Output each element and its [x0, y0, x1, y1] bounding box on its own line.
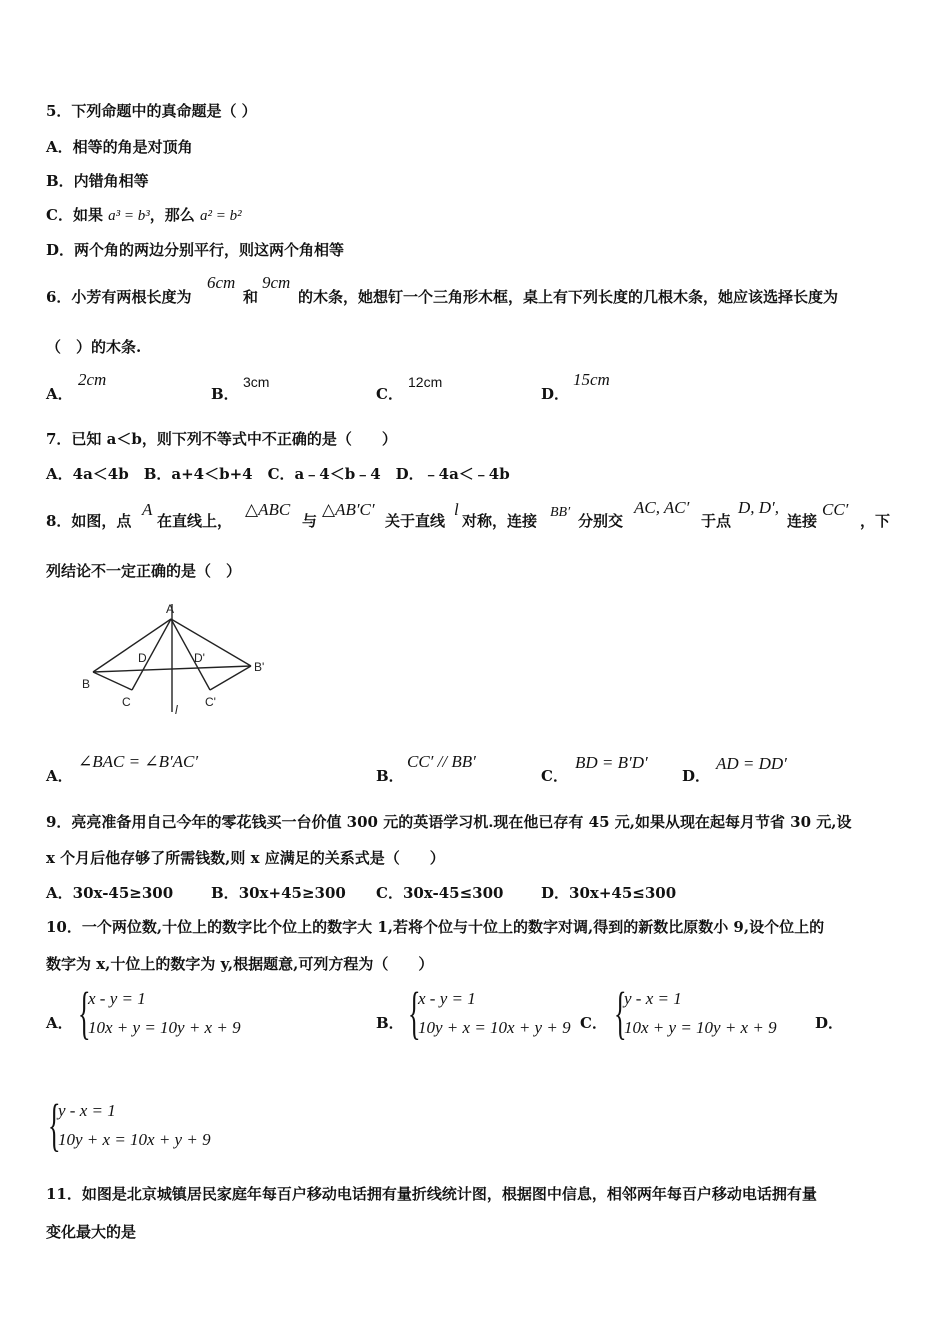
- q6-option-b-label: B．: [211, 385, 239, 403]
- q9-option-c-value: 30x-45≤300: [402, 884, 504, 902]
- q5-option-c-prefix: C．如果: [46, 206, 109, 224]
- q8-label-c-prime: C': [205, 695, 216, 709]
- q6-option-d-label: D．: [541, 385, 570, 403]
- q8-segment-cc: CC′: [822, 500, 849, 519]
- q8-label-l: l: [175, 703, 178, 717]
- q8-points-d: D, D′,: [738, 498, 780, 517]
- q9-option-b: [211, 883, 346, 903]
- q8-label-d: D: [138, 651, 147, 665]
- q6-stem-part2: 和: [243, 288, 259, 306]
- q8-stem-part2: 在直线上，: [157, 512, 233, 530]
- q8-option-c-value: BD = B′D′: [575, 753, 648, 772]
- q8-segment-ab-prime: [171, 619, 251, 666]
- q5-option-c-mid: ，那么: [149, 206, 201, 224]
- q11-stem-line2: 变化最大的是: [46, 1223, 137, 1241]
- q8-option-a-label: A．: [46, 767, 73, 785]
- q8-stem-part5: 对称，连接: [462, 512, 538, 530]
- q8-option-d-label: D．: [682, 767, 711, 785]
- q7-options: A．4a＜4b B．a+4＜b+4 C．a﹣4＜b﹣4 D．﹣4a＜﹣4b: [46, 465, 510, 483]
- q8-stem-line2: 列结论不一定正确的是（ ）: [46, 562, 242, 580]
- q8-option-d-value: AD = DD′: [716, 754, 787, 773]
- q6-option-c-value: 12cm: [408, 374, 443, 390]
- q6-length-2: 9cm: [262, 273, 291, 292]
- q7-stem: 7．已知 a＜b，则下列不等式中不正确的是（ ）: [46, 430, 397, 448]
- q5-option-c: [46, 205, 242, 226]
- q8-label-c: C: [122, 695, 131, 709]
- q10-option-d-eq2: 10y + x = 10x + y + 9: [58, 1130, 211, 1149]
- q9-option-b-label: B．: [211, 884, 239, 902]
- q8-option-b-label: B．: [376, 767, 404, 785]
- q9-option-d: [541, 883, 676, 903]
- q6-option-a-value: 2cm: [78, 370, 107, 389]
- q10-option-a-brace: {: [78, 980, 91, 1045]
- q9-option-a-value: 30x-45≥300: [72, 884, 174, 902]
- q8-label-d-prime: D': [194, 651, 205, 665]
- q10-option-b-eq1: x - y = 1: [418, 989, 476, 1008]
- q10-option-a-eq2: 10x + y = 10y + x + 9: [88, 1018, 241, 1037]
- q9-stem-line2: x 个月后他存够了所需钱数,则 x 应满足的关系式是（ ）: [46, 849, 445, 867]
- q8-label-b-prime: B': [254, 660, 265, 674]
- q8-label-b: B: [82, 677, 91, 691]
- q5-option-d: D．两个角的两边分别平行，则这两个角相等: [46, 241, 345, 259]
- q10-option-b-label: B．: [376, 1014, 404, 1032]
- q10-option-d-label: D．: [815, 1014, 844, 1032]
- q9-option-d-value: 30x+45≤300: [569, 884, 677, 902]
- q9-option-a: [46, 883, 173, 903]
- q10-option-d-eq1: y - x = 1: [58, 1101, 116, 1120]
- q10-stem-line1: 10．一个两位数,十位上的数字比个位上的数字大 1,若将个位与十位上的数字对调,得到的新数比原数小 9,设个位上的: [46, 918, 825, 936]
- q5-stem: 5．下列命题中的真命题是（ ）: [46, 102, 257, 120]
- q8-stem-part3: 与: [302, 512, 318, 530]
- q8-triangle-abc: △ABC: [245, 500, 291, 519]
- q8-segment-bc: [93, 672, 132, 690]
- q9-option-c: [376, 883, 504, 903]
- q5-option-c-result: a² = b²: [200, 208, 242, 224]
- q8-point-a: A: [142, 500, 153, 519]
- q8-option-c-label: C．: [541, 767, 568, 785]
- q8-line-l: l: [454, 500, 459, 519]
- q5-option-a: A．相等的角是对顶角: [46, 138, 193, 156]
- q8-stem-part8: 连接: [787, 512, 818, 530]
- q10-option-c-brace: {: [614, 980, 627, 1045]
- q8-figure: [80, 598, 280, 718]
- q8-label-a: A: [166, 602, 175, 616]
- q8-option-a-value: ∠BAC = ∠B′AC′: [78, 752, 199, 771]
- q6-stem-part3: 的木条，她想钉一个三角形木框，桌上有下列长度的几根木条，她应该选择长度为: [298, 288, 839, 306]
- q6-length-1: 6cm: [207, 273, 236, 292]
- q6-stem-part1: 6．小芳有两根长度为: [46, 288, 192, 306]
- q9-option-b-value: 30x+45≥300: [238, 884, 346, 902]
- q10-option-b-brace: {: [408, 980, 421, 1045]
- q8-segment-ab: [93, 619, 171, 672]
- q8-option-b-value: CC′ // BB′: [407, 752, 476, 771]
- q8-segment-b-prime-c-prime: [210, 666, 251, 690]
- q8-stem-part1: 8．如图，点: [46, 512, 132, 530]
- q8-segments-ac: AC, AC′: [634, 498, 690, 517]
- q9-option-a-label: A．: [46, 884, 73, 902]
- q6-stem-line2: （ ）的木条.: [46, 338, 142, 356]
- q8-stem-part9: ，下: [860, 512, 891, 530]
- q5-option-b: B．内错角相等: [46, 172, 149, 190]
- q8-triangle-ab-prime: △AB′C′: [322, 500, 375, 519]
- q5-option-c-condition: a³ = b³: [108, 208, 150, 224]
- q10-option-a-label: A．: [46, 1014, 73, 1032]
- q10-stem-line2: 数字为 x,十位上的数字为 y,根据题意,可列方程为（ ）: [46, 955, 434, 973]
- q10-option-a-eq1: x - y = 1: [88, 989, 146, 1008]
- q10-option-b-eq2: 10y + x = 10x + y + 9: [418, 1018, 571, 1037]
- q9-option-d-label: D．: [541, 884, 570, 902]
- q6-option-b-value: 3cm: [243, 374, 270, 390]
- q6-option-a-label: A．: [46, 385, 73, 403]
- q10-option-c-label: C．: [580, 1014, 607, 1032]
- q9-stem-line1: 9．亮亮准备用自己今年的零花钱买一台价值 300 元的英语学习机.现在他已存有 45 元,如果从现在起每月节省 30 元,设: [46, 813, 852, 831]
- q6-option-c-label: C．: [376, 385, 403, 403]
- q8-stem-part6: 分别交: [578, 512, 624, 530]
- q10-option-c-eq2: 10x + y = 10y + x + 9: [624, 1018, 777, 1037]
- q8-stem-part4: 关于直线: [385, 512, 446, 530]
- q11-stem-line1: 11．如图是北京城镇居民家庭年每百户移动电话拥有量折线统计图，根据图中信息，相邻两年每百户移动电话拥有量: [46, 1185, 817, 1203]
- q8-stem-part7: 于点: [701, 512, 732, 530]
- q10-option-c-eq1: y - x = 1: [624, 989, 682, 1008]
- q6-option-d-value: 15cm: [573, 370, 610, 389]
- q8-segment-bb: BB′: [550, 505, 571, 520]
- q10-option-d-brace: {: [48, 1092, 61, 1157]
- q9-option-c-label: C．: [376, 884, 403, 902]
